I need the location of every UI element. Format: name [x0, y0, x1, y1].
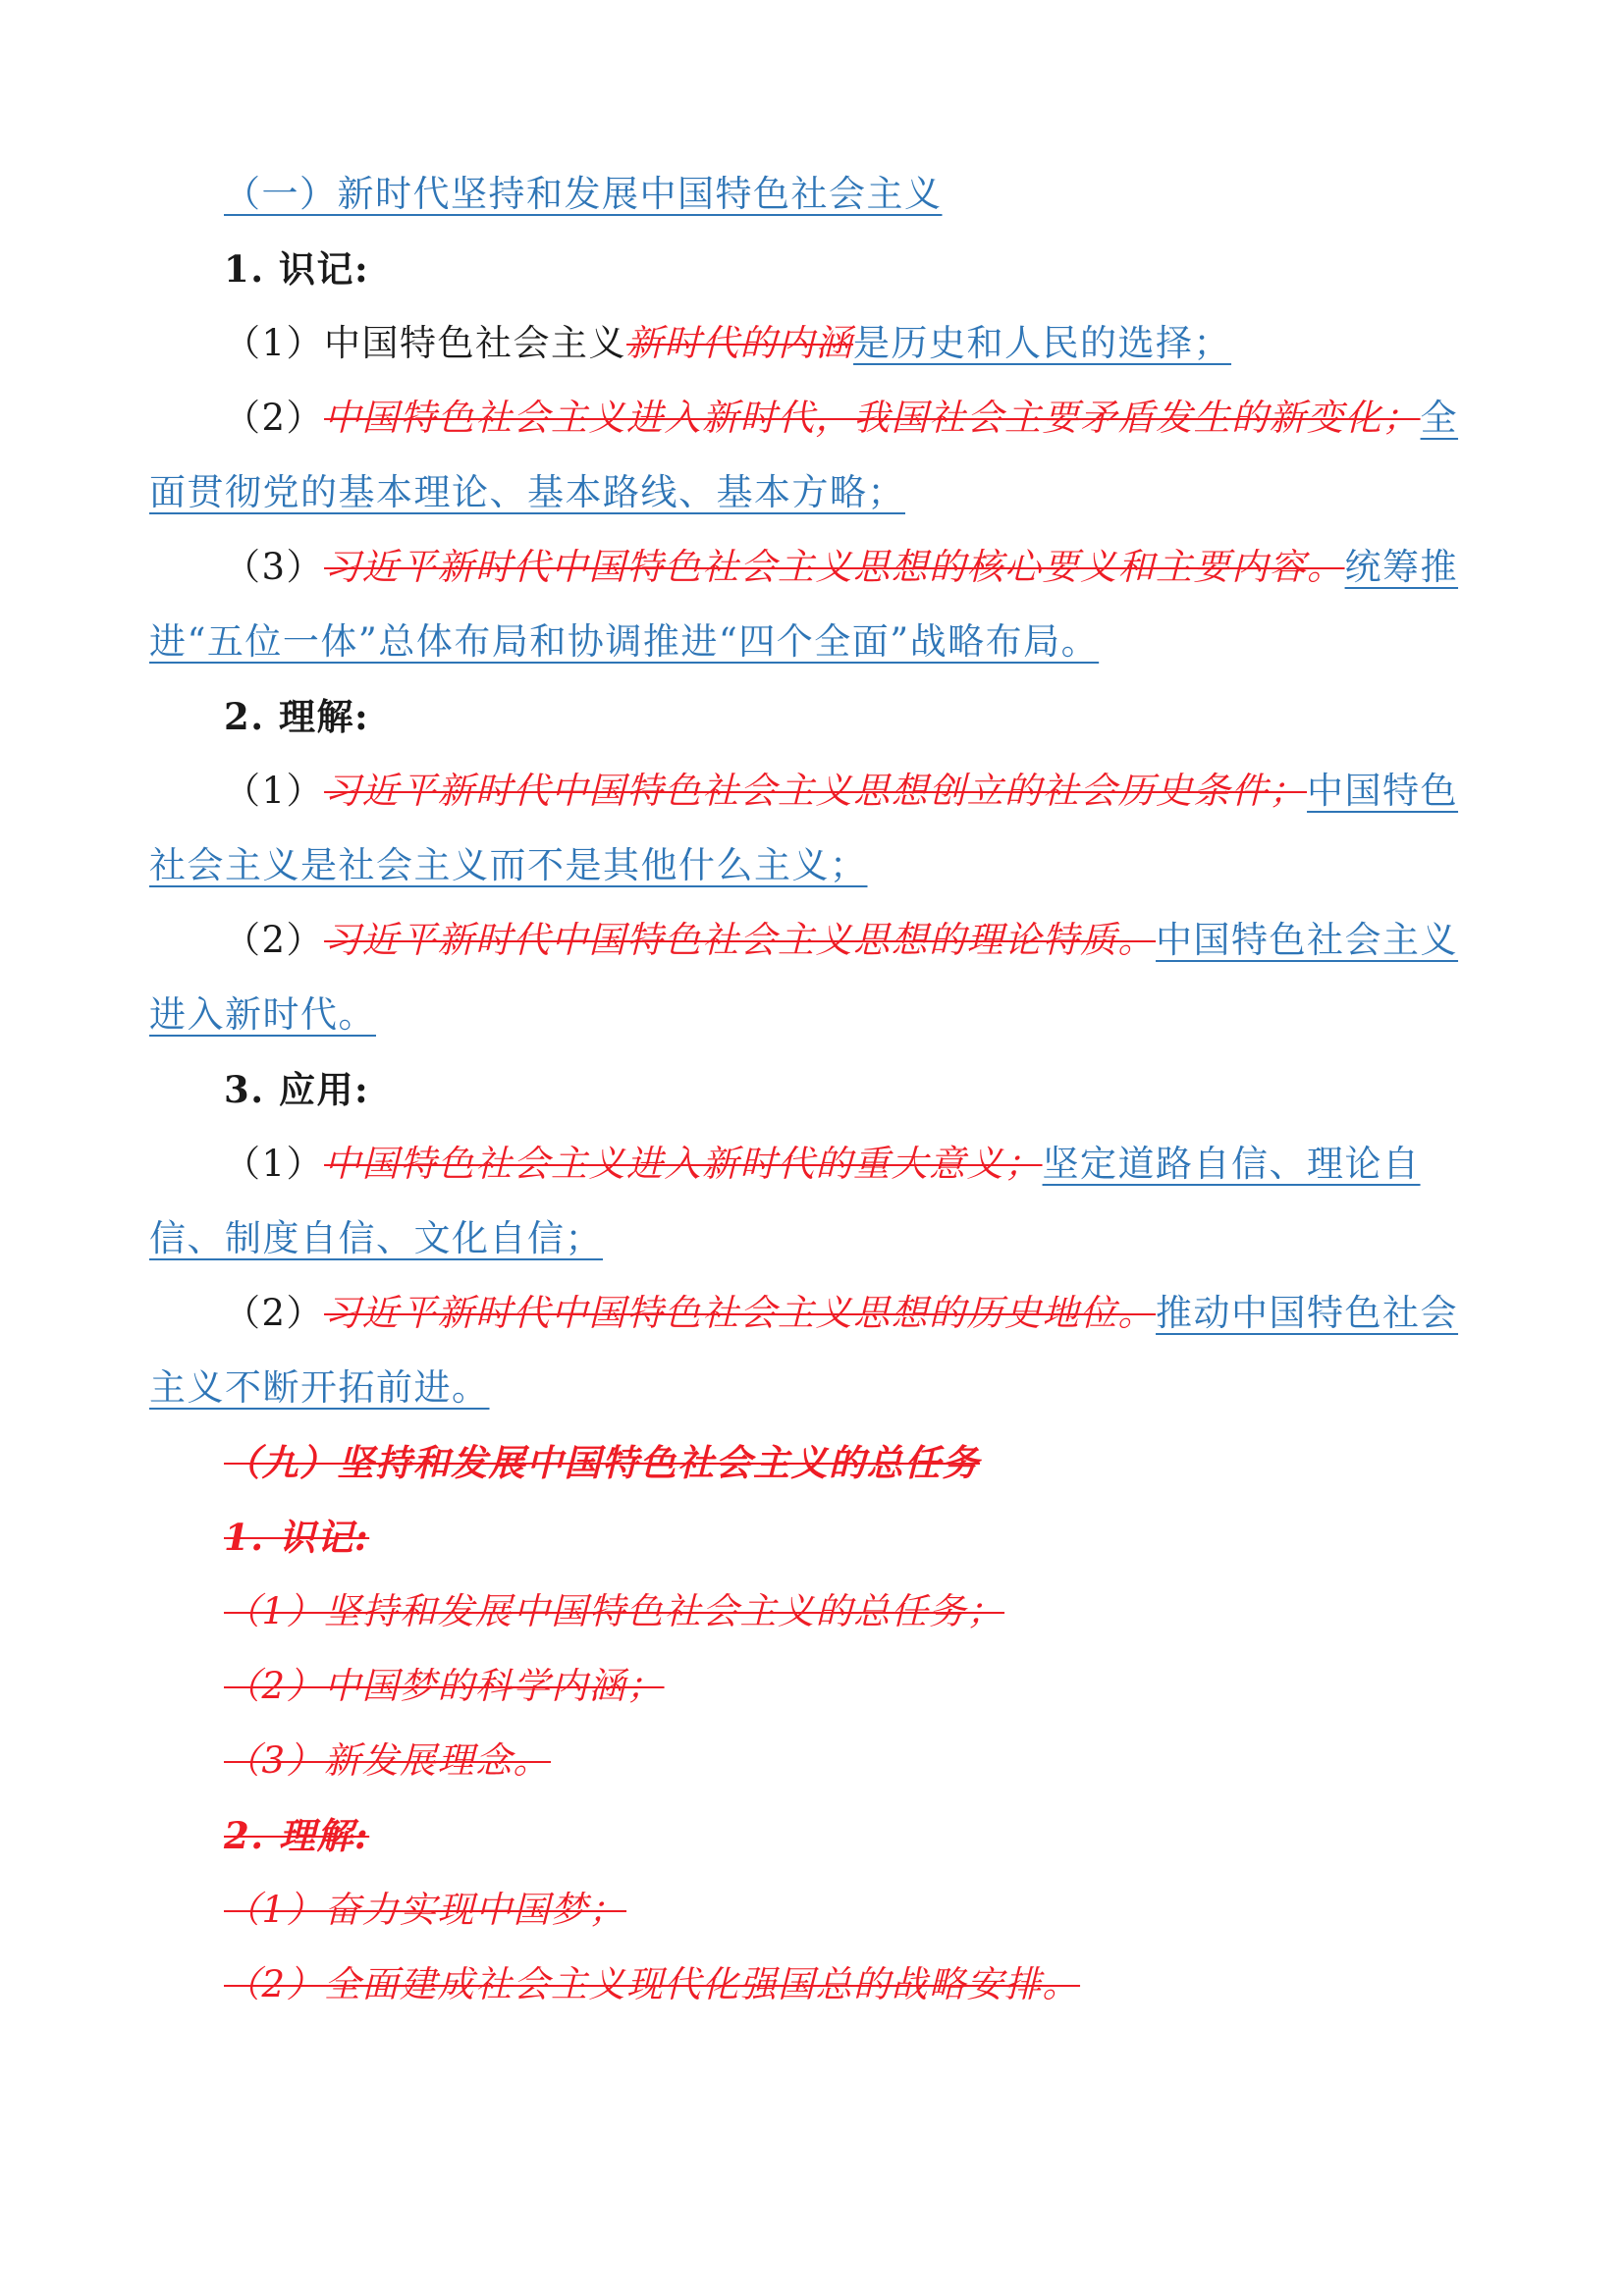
text-line [149, 988, 376, 1042]
inserted-text: 坚定道路自信、理论自 [1042, 1143, 1421, 1185]
text-line [224, 689, 369, 744]
body-text: 1. 识记: [224, 247, 370, 291]
inserted-text: 进“五位一体”总体布局和协调推进“四个全面”战略布局。 [149, 620, 1100, 663]
text-line [224, 167, 943, 222]
deleted-text: （九）坚持和发展中国特色社会主义的总任务 [224, 1441, 980, 1484]
inserted-text: 全 [1420, 397, 1459, 439]
text-line [224, 241, 369, 296]
body-text: （1） [224, 770, 325, 812]
deleted-text: 2. 理解: [224, 1814, 370, 1857]
text-line [224, 1062, 369, 1117]
text-line [224, 913, 1458, 968]
deleted-text: （3）新发展理念。 [224, 1739, 552, 1782]
text-line [224, 1659, 665, 1714]
inserted-text: 中国特色 [1307, 770, 1459, 812]
deleted-text: 1. 识记: [224, 1516, 370, 1559]
text-line [149, 1211, 603, 1266]
text-line [224, 1137, 1421, 1192]
text-line [224, 540, 1458, 595]
deleted-text: （1）坚持和发展中国特色社会主义的总任务； [224, 1590, 1005, 1632]
text-line [224, 1435, 980, 1490]
text-line [149, 1361, 490, 1415]
deleted-text: （1）奋力实现中国梦； [224, 1889, 627, 1931]
deleted-text: 习近平新时代中国特色社会主义思想的核心要义和主要内容。 [324, 546, 1345, 588]
deleted-text: 习近平新时代中国特色社会主义思想创立的社会历史条件； [324, 770, 1308, 812]
inserted-text: 信、制度自信、文化自信； [149, 1217, 603, 1259]
deleted-text: 习近平新时代中国特色社会主义思想的历史地位。 [324, 1292, 1157, 1334]
text-line [149, 465, 905, 520]
text-line [224, 1510, 369, 1565]
body-text: （1）中国特色社会主义 [224, 322, 627, 364]
body-text: （3） [224, 546, 325, 588]
inserted-text: 中国特色社会主义 [1156, 919, 1459, 961]
text-line [224, 764, 1458, 819]
inserted-text: 统筹推 [1344, 546, 1459, 588]
text-line [224, 1883, 626, 1938]
text-line [224, 316, 1231, 371]
body-text: 2. 理解: [224, 695, 370, 738]
deleted-text: 新时代的内涵 [626, 322, 854, 364]
body-text: 3. 应用: [224, 1068, 370, 1111]
body-text: （2） [224, 397, 325, 439]
text-line [149, 614, 1099, 669]
text-line [224, 1734, 551, 1789]
body-text: （1） [224, 1143, 325, 1185]
text-line [224, 1584, 1004, 1639]
inserted-text: 是历史和人民的选择； [853, 322, 1232, 364]
text-line [224, 1808, 369, 1863]
text-line [149, 838, 868, 893]
deleted-text: 中国特色社会主义进入新时代，我国社会主要矛盾发生的新变化； [324, 397, 1421, 439]
text-line [224, 1286, 1458, 1341]
inserted-text: 进入新时代。 [149, 993, 376, 1036]
text-line [224, 1957, 1080, 2012]
deleted-text: （2）中国梦的科学内涵； [224, 1665, 665, 1707]
inserted-text: 主义不断开拓前进。 [149, 1366, 490, 1409]
inserted-text: （一）新时代坚持和发展中国特色社会主义 [224, 173, 943, 215]
text-line [224, 391, 1458, 446]
deleted-text: 习近平新时代中国特色社会主义思想的理论特质。 [324, 919, 1157, 961]
deleted-text: （2）全面建成社会主义现代化强国总的战略安排。 [224, 1963, 1081, 2005]
deleted-text: 中国特色社会主义进入新时代的重大意义； [324, 1143, 1043, 1185]
inserted-text: 面贯彻党的基本理论、基本路线、基本方略； [149, 471, 905, 513]
body-text: （2） [224, 919, 325, 961]
body-text: （2） [224, 1292, 325, 1334]
inserted-text: 推动中国特色社会 [1156, 1292, 1459, 1334]
inserted-text: 社会主义是社会主义而不是其他什么主义； [149, 844, 868, 886]
